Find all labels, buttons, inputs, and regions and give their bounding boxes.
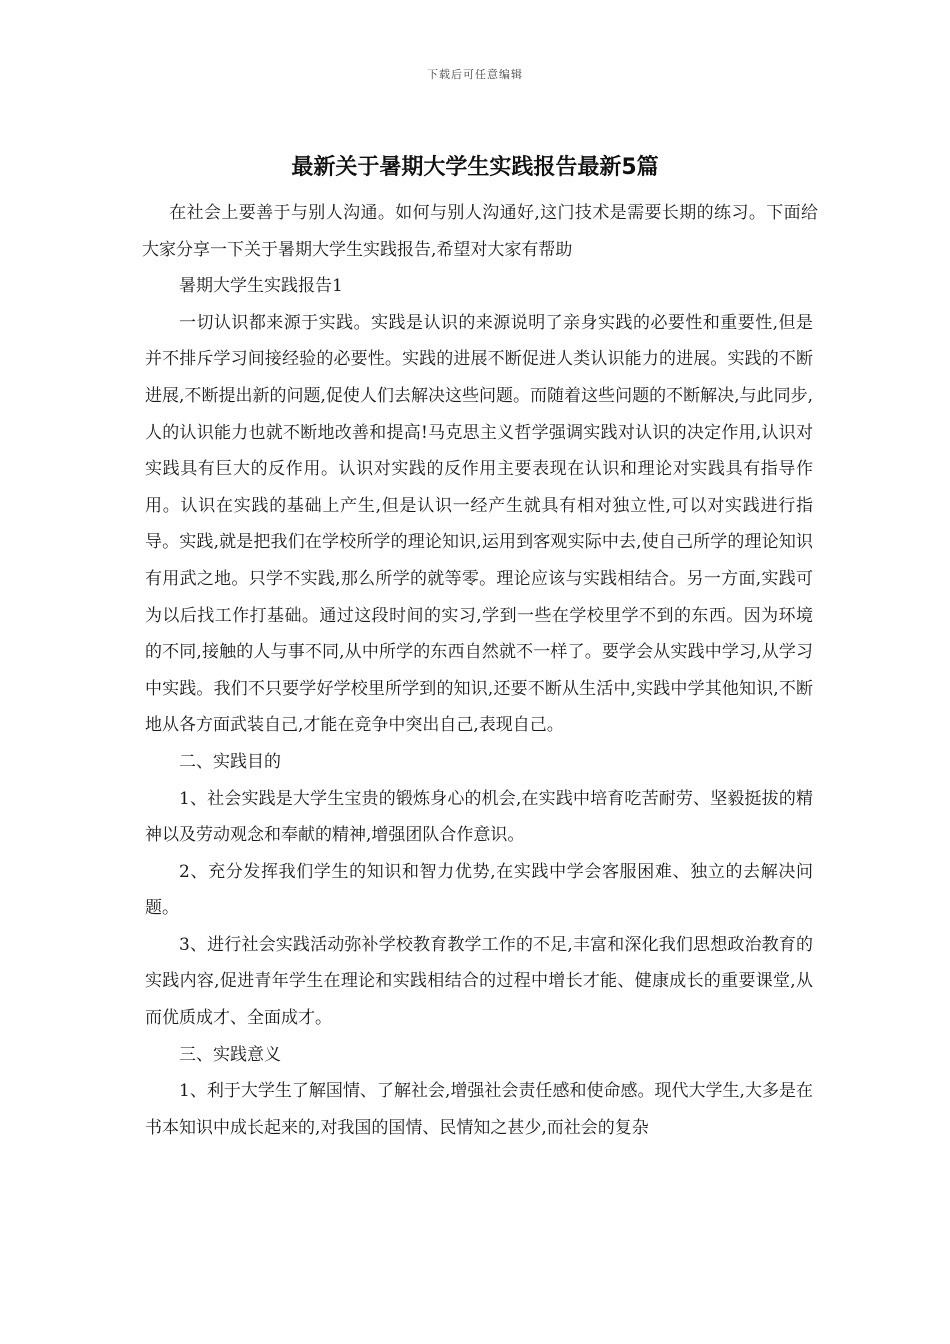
section-heading-purpose: 二、实践目的 [179,751,281,772]
purpose-item-1: 1、社会实践是大学生宝贵的锻炼身心的机会,在实践中培育吃苦耐劳、坚毅挺拔的精神以及劳动观念和奉献的精神,增强团队合作意识。 [145,788,813,846]
section-heading-significance: 三、实践意义 [179,1044,281,1065]
document-title: 最新关于暑期大学生实践报告最新5篇 [291,155,659,180]
purpose-item-3: 3、进行社会实践活动弥补学校教育教学工作的不足,丰富和深化我们思想政治教育的实践内容,促进青年学生在理论和实践相结合的过程中增长才能、健康成长的重要课堂,从而优质成才、全面成才。 [145,934,813,1029]
header-note: 下载后可任意编辑 [427,68,523,81]
intro-paragraph: 在社会上要善于与别人沟通。如何与别人沟通好,这门技术是需要长期的练习。下面给大家分享一下关于暑期大学生实践报告,希望对大家有帮助 [142,203,818,260]
document-body [142,195,818,1146]
body-paragraph-practice: 一切认识都来源于实践。实践是认识的来源说明了亲身实践的必要性和重要性,但是并不排斥学习间接经验的必要性。实践的进展不断促进人类认识能力的进展。实践的不断进展,不断提出新的问题,促使人们去解决这些问题。而随着这些问题的不断解决,与此同步,人的认识能力也就不断地改善和提高!马克思主义哲学强调实践对认识的决定作用,认识对实践具有巨大的反作用。认识对实践的反作用主要表现在认识和理论对实践具有指导作用。认识在实践的基础上产生,但是认识一经产生就具有相对独立性,可以对实践进行指导。实践,就是把我们在学校所学的理论知识,运用到客观实际中去,使自己所学的理论知识有用武之地。只学不实践,那么所学的就等零。理论应该与实践相结合。另一方面,实践可为以后找工作打基础。通过这段时间的实习,学到一些在学校里学不到的东西。因为环境的不同,接触的人与事不同,从中所学的东西自然就不一样了。要学会从实践中学习,从学习中实践。我们不只要学好学校里所学到的知识,还要不断从生活中,实践中学其他知识,不断地从各方面武装自己,才能在竞争中突出自己,表现自己。 [145,312,813,736]
purpose-item-2: 2、充分发挥我们学生的知识和智力优势,在实践中学会客服困难、独立的去解决问题。 [145,861,813,919]
section-heading-report-1: 暑期大学生实践报告1 [179,276,343,297]
significance-item-1: 1、利于大学生了解国情、了解社会,增强社会责任感和使命感。现代大学生,大多是在书本知识中成长起来的,对我国的国情、民情知之甚少,而社会的复杂 [145,1081,813,1138]
